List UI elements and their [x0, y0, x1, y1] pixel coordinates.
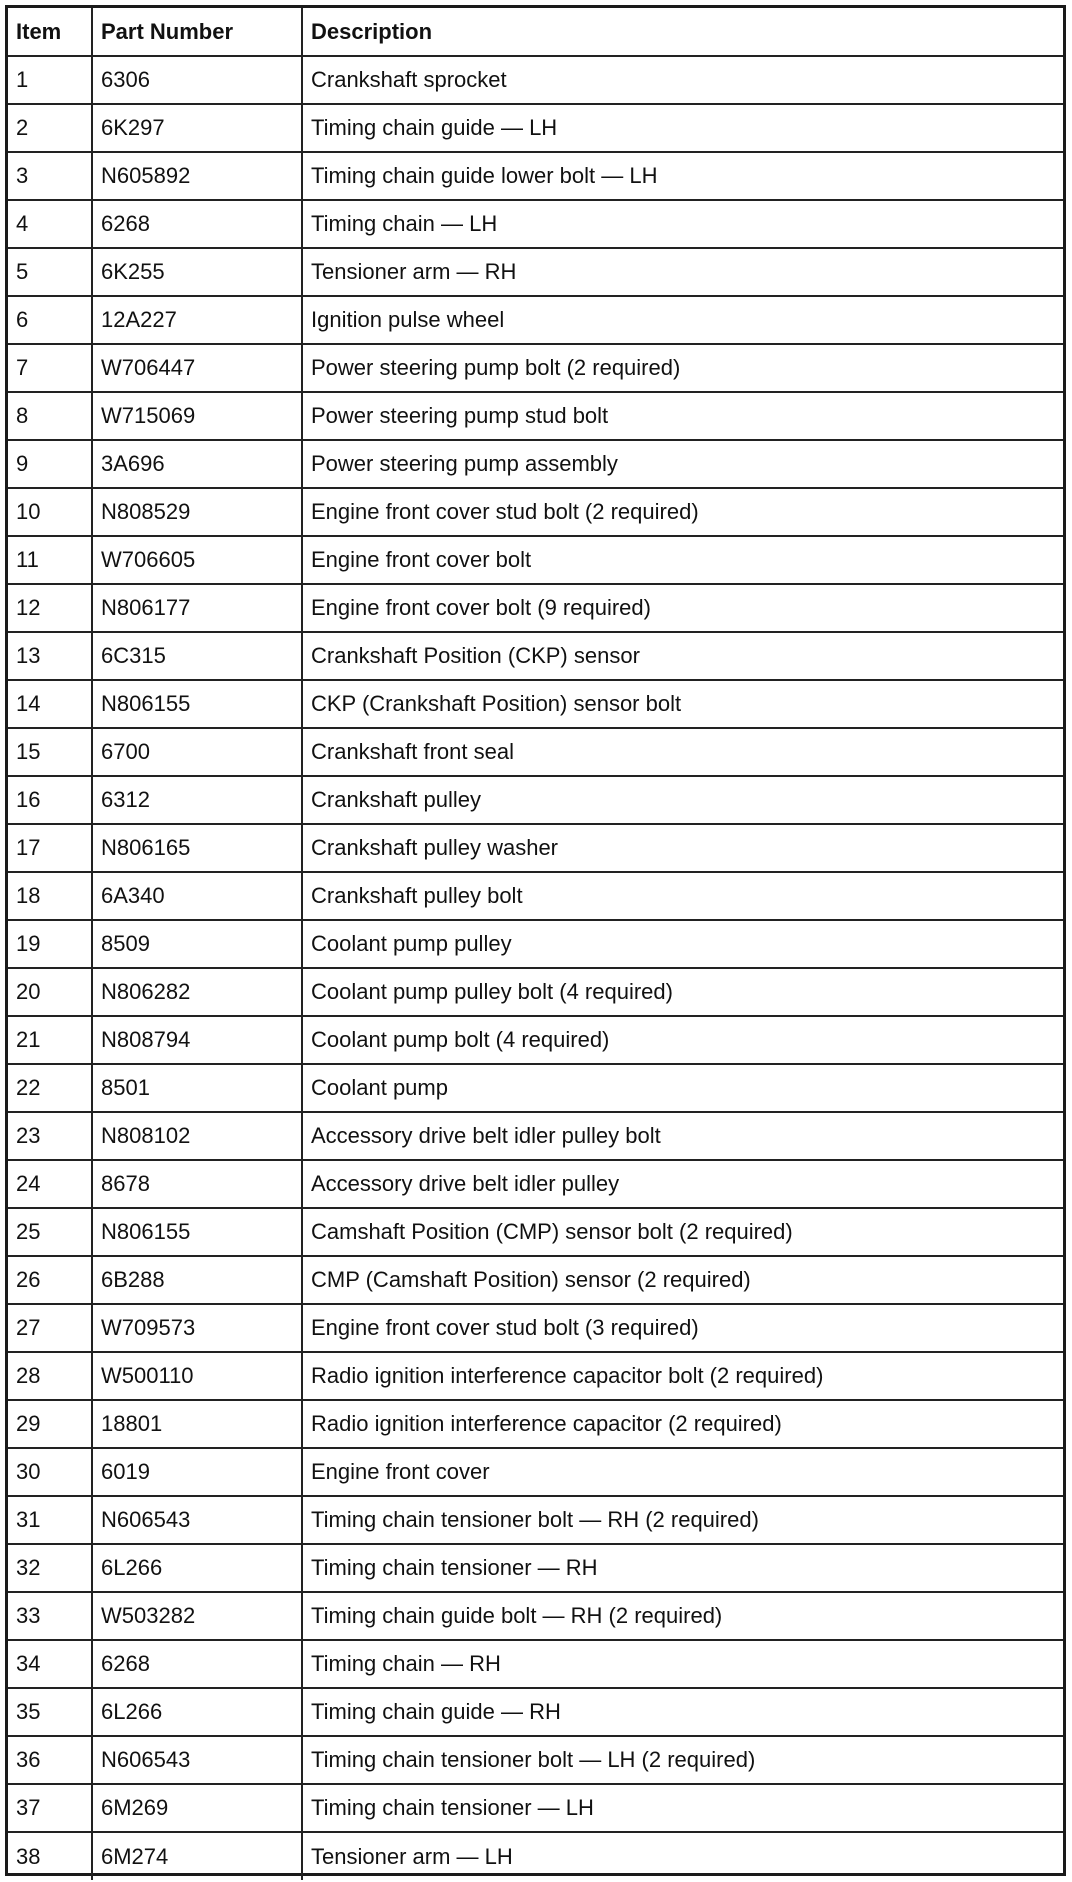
part-number-cell: W500110 — [92, 1352, 302, 1400]
part-number-cell: 8501 — [92, 1064, 302, 1112]
item-cell: 9 — [8, 440, 92, 488]
header-description: Description — [302, 8, 1063, 56]
table-row — [8, 248, 1063, 296]
item-cell: 17 — [8, 824, 92, 872]
part-number-cell: 6306 — [92, 56, 302, 104]
part-number-cell: 6019 — [92, 1448, 302, 1496]
table-row — [8, 1640, 1063, 1688]
part-number-cell: 8509 — [92, 920, 302, 968]
table-row — [8, 1592, 1063, 1640]
part-number-cell: 6K255 — [92, 248, 302, 296]
part-number-cell: 6L266 — [92, 1544, 302, 1592]
part-number-cell: W706605 — [92, 536, 302, 584]
item-cell: 33 — [8, 1592, 92, 1640]
table-row — [8, 1496, 1063, 1544]
description-cell: Crankshaft Position (CKP) sensor — [302, 632, 1063, 680]
table-row — [8, 488, 1063, 536]
description-cell: Coolant pump pulley — [302, 920, 1063, 968]
item-cell: 25 — [8, 1208, 92, 1256]
table-row — [8, 1400, 1063, 1448]
item-cell: 10 — [8, 488, 92, 536]
part-number-cell: 6A340 — [92, 872, 302, 920]
table-row — [8, 824, 1063, 872]
description-cell: Timing chain — RH — [302, 1640, 1063, 1688]
table-row — [8, 776, 1063, 824]
part-number-cell: 3A696 — [92, 440, 302, 488]
part-number-cell: 18801 — [92, 1400, 302, 1448]
item-cell: 16 — [8, 776, 92, 824]
description-cell: CMP (Camshaft Position) sensor (2 required) — [302, 1256, 1063, 1304]
table-row — [8, 1688, 1063, 1736]
table-row — [8, 344, 1063, 392]
part-number-cell: 6700 — [92, 728, 302, 776]
description-cell: Timing chain tensioner bolt — RH (2 required) — [302, 1496, 1063, 1544]
item-cell: 30 — [8, 1448, 92, 1496]
description-cell: Timing chain guide — LH — [302, 104, 1063, 152]
part-number-cell: W503282 — [92, 1592, 302, 1640]
table-row — [8, 680, 1063, 728]
part-number-cell: W709573 — [92, 1304, 302, 1352]
item-cell: 21 — [8, 1016, 92, 1064]
part-number-cell: 6M269 — [92, 1784, 302, 1832]
parts-table — [8, 8, 1063, 1880]
table-row — [8, 1064, 1063, 1112]
part-number-cell: N808529 — [92, 488, 302, 536]
table-row — [8, 1352, 1063, 1400]
table-row — [8, 1544, 1063, 1592]
item-cell: 20 — [8, 968, 92, 1016]
item-cell: 13 — [8, 632, 92, 680]
part-number-cell: 6B288 — [92, 1256, 302, 1304]
item-cell: 4 — [8, 200, 92, 248]
table-row — [8, 152, 1063, 200]
description-cell: Power steering pump stud bolt — [302, 392, 1063, 440]
part-number-cell: W715069 — [92, 392, 302, 440]
header-part-number: Part Number — [92, 8, 302, 56]
item-cell: 36 — [8, 1736, 92, 1784]
table-row — [8, 296, 1063, 344]
description-cell: Tensioner arm — RH — [302, 248, 1063, 296]
part-number-cell: N806155 — [92, 680, 302, 728]
item-cell: 22 — [8, 1064, 92, 1112]
table-row — [8, 104, 1063, 152]
table-row — [8, 1832, 1063, 1880]
item-cell: 27 — [8, 1304, 92, 1352]
table-row — [8, 1448, 1063, 1496]
part-number-cell: N806155 — [92, 1208, 302, 1256]
description-cell: Timing chain tensioner — RH — [302, 1544, 1063, 1592]
item-cell: 35 — [8, 1688, 92, 1736]
part-number-cell: N606543 — [92, 1736, 302, 1784]
part-number-cell: N808102 — [92, 1112, 302, 1160]
part-number-cell: 6268 — [92, 1640, 302, 1688]
part-number-cell: N806282 — [92, 968, 302, 1016]
table-row — [8, 1736, 1063, 1784]
table-row — [8, 1112, 1063, 1160]
table-row — [8, 536, 1063, 584]
description-cell: Crankshaft front seal — [302, 728, 1063, 776]
description-cell: Crankshaft pulley bolt — [302, 872, 1063, 920]
item-cell: 5 — [8, 248, 92, 296]
item-cell: 12 — [8, 584, 92, 632]
part-number-cell: 6K297 — [92, 104, 302, 152]
description-cell: Timing chain tensioner bolt — LH (2 required) — [302, 1736, 1063, 1784]
item-cell: 31 — [8, 1496, 92, 1544]
item-cell: 2 — [8, 104, 92, 152]
table-row — [8, 920, 1063, 968]
description-cell: Engine front cover stud bolt (3 required) — [302, 1304, 1063, 1352]
table-row — [8, 728, 1063, 776]
item-cell: 15 — [8, 728, 92, 776]
item-cell: 1 — [8, 56, 92, 104]
part-number-cell: N806177 — [92, 584, 302, 632]
description-cell: Timing chain guide — RH — [302, 1688, 1063, 1736]
table-body — [8, 56, 1063, 1880]
table-row — [8, 1256, 1063, 1304]
description-cell: Coolant pump bolt (4 required) — [302, 1016, 1063, 1064]
part-number-cell: 6268 — [92, 200, 302, 248]
item-cell: 24 — [8, 1160, 92, 1208]
part-number-cell: N606543 — [92, 1496, 302, 1544]
table-row — [8, 632, 1063, 680]
description-cell: Accessory drive belt idler pulley — [302, 1160, 1063, 1208]
table-row — [8, 968, 1063, 1016]
part-number-cell: 6L266 — [92, 1688, 302, 1736]
item-cell: 23 — [8, 1112, 92, 1160]
description-cell: Crankshaft sprocket — [302, 56, 1063, 104]
description-cell: Timing chain guide lower bolt — LH — [302, 152, 1063, 200]
description-cell: Engine front cover stud bolt (2 required) — [302, 488, 1063, 536]
table-row — [8, 440, 1063, 488]
item-cell: 7 — [8, 344, 92, 392]
item-cell: 18 — [8, 872, 92, 920]
description-cell: Radio ignition interference capacitor bolt (2 required) — [302, 1352, 1063, 1400]
description-cell: Engine front cover — [302, 1448, 1063, 1496]
header-item: Item — [8, 8, 92, 56]
description-cell: Coolant pump pulley bolt (4 required) — [302, 968, 1063, 1016]
description-cell: CKP (Crankshaft Position) sensor bolt — [302, 680, 1063, 728]
part-number-cell: 6M274 — [92, 1832, 302, 1880]
description-cell: Coolant pump — [302, 1064, 1063, 1112]
description-cell: Accessory drive belt idler pulley bolt — [302, 1112, 1063, 1160]
table-row — [8, 200, 1063, 248]
description-cell: Timing chain — LH — [302, 200, 1063, 248]
description-cell: Timing chain tensioner — LH — [302, 1784, 1063, 1832]
description-cell: Engine front cover bolt (9 required) — [302, 584, 1063, 632]
item-cell: 28 — [8, 1352, 92, 1400]
item-cell: 6 — [8, 296, 92, 344]
description-cell: Ignition pulse wheel — [302, 296, 1063, 344]
part-number-cell: 8678 — [92, 1160, 302, 1208]
description-cell: Crankshaft pulley washer — [302, 824, 1063, 872]
item-cell: 14 — [8, 680, 92, 728]
item-cell: 19 — [8, 920, 92, 968]
part-number-cell: 12A227 — [92, 296, 302, 344]
description-cell: Power steering pump assembly — [302, 440, 1063, 488]
part-number-cell: N808794 — [92, 1016, 302, 1064]
description-cell: Radio ignition interference capacitor (2 required) — [302, 1400, 1063, 1448]
description-cell: Crankshaft pulley — [302, 776, 1063, 824]
item-cell: 29 — [8, 1400, 92, 1448]
item-cell: 26 — [8, 1256, 92, 1304]
item-cell: 8 — [8, 392, 92, 440]
parts-table-frame — [5, 5, 1066, 1876]
item-cell: 38 — [8, 1832, 92, 1880]
table-row — [8, 584, 1063, 632]
description-cell: Engine front cover bolt — [302, 536, 1063, 584]
part-number-cell: W706447 — [92, 344, 302, 392]
table-row — [8, 1304, 1063, 1352]
table-row — [8, 1160, 1063, 1208]
part-number-cell: N605892 — [92, 152, 302, 200]
item-cell: 3 — [8, 152, 92, 200]
description-cell: Camshaft Position (CMP) sensor bolt (2 required) — [302, 1208, 1063, 1256]
item-cell: 34 — [8, 1640, 92, 1688]
item-cell: 37 — [8, 1784, 92, 1832]
table-row — [8, 1208, 1063, 1256]
part-number-cell: N806165 — [92, 824, 302, 872]
description-cell: Timing chain guide bolt — RH (2 required) — [302, 1592, 1063, 1640]
table-row — [8, 56, 1063, 104]
part-number-cell: 6312 — [92, 776, 302, 824]
table-row — [8, 1016, 1063, 1064]
table-row — [8, 872, 1063, 920]
table-row — [8, 1784, 1063, 1832]
part-number-cell: 6C315 — [92, 632, 302, 680]
item-cell: 32 — [8, 1544, 92, 1592]
description-cell: Power steering pump bolt (2 required) — [302, 344, 1063, 392]
description-cell: Tensioner arm — LH — [302, 1832, 1063, 1880]
header-row — [8, 8, 1063, 56]
table-row — [8, 392, 1063, 440]
item-cell: 11 — [8, 536, 92, 584]
